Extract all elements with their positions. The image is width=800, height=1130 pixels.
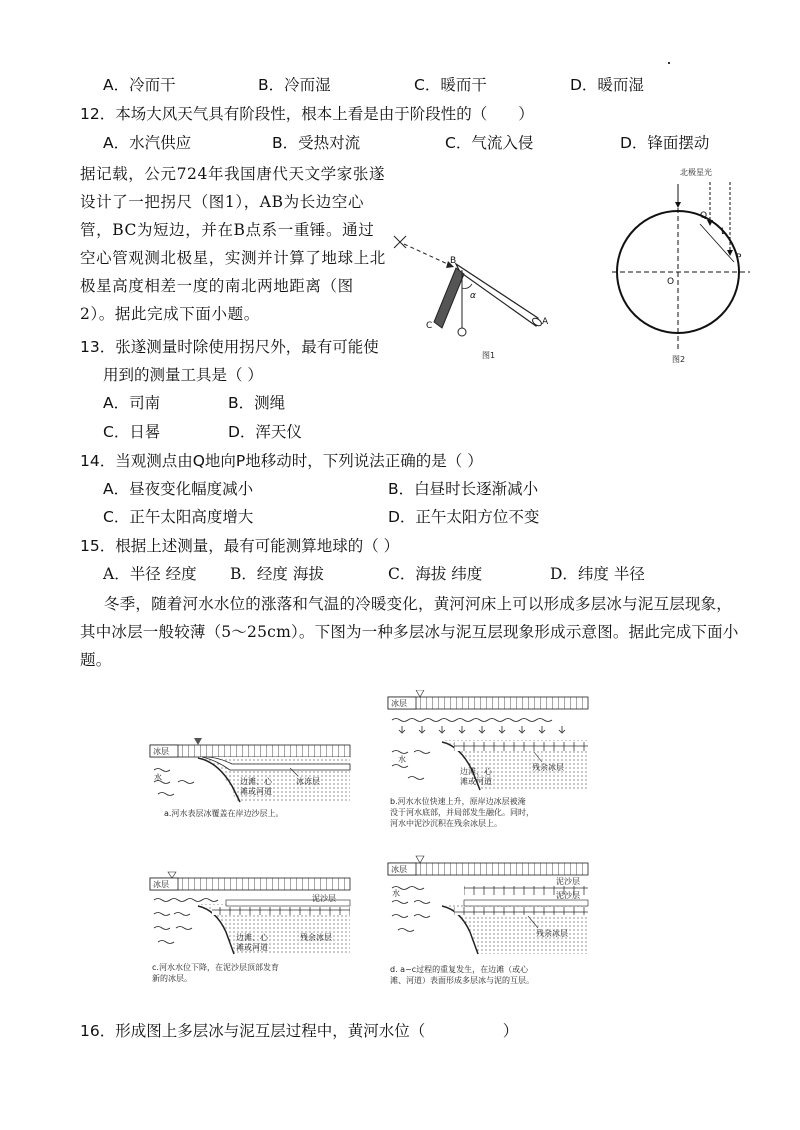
panel-c-bank-line1: 边滩、心 [236, 933, 268, 942]
panel-a-bank-line1: 边滩、心 [240, 777, 272, 786]
panel-b-caption-line3: 河水中泥沙沉积在残余冰层上。 [390, 819, 502, 828]
q15-stem: 15．根据上述测量，最有可能测算地球的（ ） [80, 537, 400, 555]
q11-option-c[interactable]: C．暖而干 [414, 76, 487, 94]
panel-d [388, 856, 588, 985]
q12-option-d[interactable]: D．锋面摆动 [620, 134, 710, 152]
q14-option-b[interactable]: B．白昼时长逐渐减小 [388, 480, 539, 498]
q12-option-b[interactable]: B．受热对流 [272, 134, 361, 152]
q13-option-d[interactable]: D．浑天仪 [228, 423, 302, 441]
passage-line: 2）。据此完成下面小题。 [80, 305, 260, 323]
panel-a-ice-label: 冰层 [153, 747, 169, 756]
q12-option-c[interactable]: C．气流入侵 [445, 134, 534, 152]
fig2-caption: 图2 [672, 355, 686, 364]
panel-b-residual-label: 残余冰层 [532, 763, 564, 772]
passage-line: 设计了一把拐尺（图1），AB为长边空心 [80, 193, 365, 211]
q12-stem: 12．本场大风天气具有阶段性，根本上看是由于阶段性的（ ） [80, 105, 534, 123]
panel-d-water-label: 水 [392, 889, 400, 898]
fig2-title: 北极星光 [680, 168, 712, 177]
panel-c-caption-line1: c.河水水位下降，在泥沙层顶部发育 [152, 963, 279, 972]
q15-option-d[interactable]: D．纬度 半径 [550, 565, 645, 583]
fig1-label-a: A [542, 317, 549, 327]
panel-c-ice-label: 冰层 [153, 880, 169, 889]
fig2-label-p: P [736, 253, 742, 263]
panel-a [150, 738, 350, 818]
passage-line: 极星高度相差一度的南北两地距离（图 [80, 277, 354, 295]
fig1-label-b: B [450, 256, 457, 266]
passage-line: 冬季，随着河水水位的涨落和气温的冷暖变化，黄河河床上可以形成多层冰与泥互层现象， [104, 595, 733, 613]
panel-b-caption-line2: 没于河水底部，并局部发生融化。同时， [390, 808, 534, 817]
panel-b-ice-label: 冰层 [391, 699, 407, 708]
q14-option-c[interactable]: C．正午太阳高度增大 [103, 508, 254, 526]
q15-option-a[interactable]: A．半径 经度 [103, 565, 197, 583]
panel-b-caption-line1: b.河水水位快速上升，原岸边冰层被淹 [390, 797, 526, 806]
q11-option-b[interactable]: B．冷而湿 [258, 76, 331, 94]
q16-stem: 16．形成图上多层冰与泥互层过程中，黄河水位（ ） [80, 1022, 519, 1040]
q13-stem-line2: 用到的测量工具是（ ） [103, 366, 263, 384]
q14-option-d[interactable]: D．正午太阳方位不变 [388, 508, 540, 526]
fig1-label-c: C [426, 321, 433, 331]
panel-d-residual-label: 残余冰层 [536, 929, 568, 938]
passage-yellow-river [80, 590, 760, 674]
passage-line: 题。 [80, 651, 112, 669]
passage-line: 管，BC为短边，并在B点系一重锤。通过 [80, 221, 375, 239]
panel-a-water-label: 水 [154, 773, 162, 782]
q13-option-a[interactable]: A．司南 [103, 394, 161, 412]
panel-c-residual-label: 残余冰层 [300, 933, 332, 942]
stray-dot [668, 62, 670, 64]
panel-c [150, 872, 350, 983]
q11-option-d[interactable]: D．暖而湿 [570, 76, 644, 94]
figure-2-earth [608, 162, 768, 367]
q13-option-b[interactable]: B．测绳 [228, 394, 286, 412]
q15-option-c[interactable]: C．海拔 纬度 [388, 565, 483, 583]
panel-d-sand1-label: 泥沙层 [556, 877, 580, 886]
fig2-label-o: O [667, 277, 675, 287]
panel-c-sand-label: 泥沙层 [312, 894, 336, 903]
passage-zhangsui [80, 160, 400, 328]
panel-c-bank-line2: 滩或河道 [236, 943, 268, 952]
panel-b-bank-line1: 边滩、心 [460, 767, 492, 776]
q12-option-a[interactable]: A．水汽供应 [103, 134, 192, 152]
panel-c-caption-line2: 新的冰层。 [152, 974, 192, 983]
panel-d-sand2-label: 泥沙层 [556, 891, 580, 900]
panel-d-caption-line2: 滩、河道）表面形成多层冰与泥的互层。 [390, 976, 534, 985]
q13-option-c[interactable]: C．日晷 [103, 423, 161, 441]
panel-b-water-label: 水 [398, 755, 406, 764]
fig1-label-alpha: α [470, 291, 476, 301]
panel-d-caption-line1: d. a~c过程的重复发生，在边滩（或心 [390, 965, 529, 974]
q11-option-a[interactable]: A．冷而干 [103, 76, 176, 94]
passage-line: 据记载，公元724年我国唐代天文学家张遂 [80, 165, 386, 183]
passage-line: 其中冰层一般较薄（5～25cm）。下图为一种多层冰与泥互层现象形成示意图。据此完成下面小 [80, 623, 739, 641]
q15-option-b[interactable]: B．经度 海拔 [230, 565, 324, 583]
ice-mud-diagram [140, 690, 600, 1002]
q13-stem-line1: 13．张遂测量时除使用拐尺外，最有可能使 [80, 338, 379, 356]
panel-a-frozen-label: 冰冻层 [296, 777, 320, 786]
q14-option-a[interactable]: A．昼夜变化幅度减小 [103, 480, 254, 498]
panel-b [388, 690, 588, 828]
panel-a-bank-line2: 滩或河道 [240, 787, 272, 796]
panel-a-caption: a.河水表层冰覆盖在岸边沙层上。 [164, 809, 284, 818]
q14-stem: 14．当观测点由Q地向P地移动时，下列说法正确的是（ ） [80, 452, 483, 470]
fig2-label-q: Q [700, 211, 708, 221]
panel-b-bank-line2: 滩或河道 [460, 777, 492, 786]
fig1-caption: 图1 [482, 351, 496, 360]
panel-d-ice-label: 冰层 [391, 865, 407, 874]
fig2-label-l: L [721, 227, 727, 237]
passage-line: 空心管观测北极星，实测并计算了地球上北 [80, 249, 386, 267]
figure-1-square [390, 230, 560, 365]
